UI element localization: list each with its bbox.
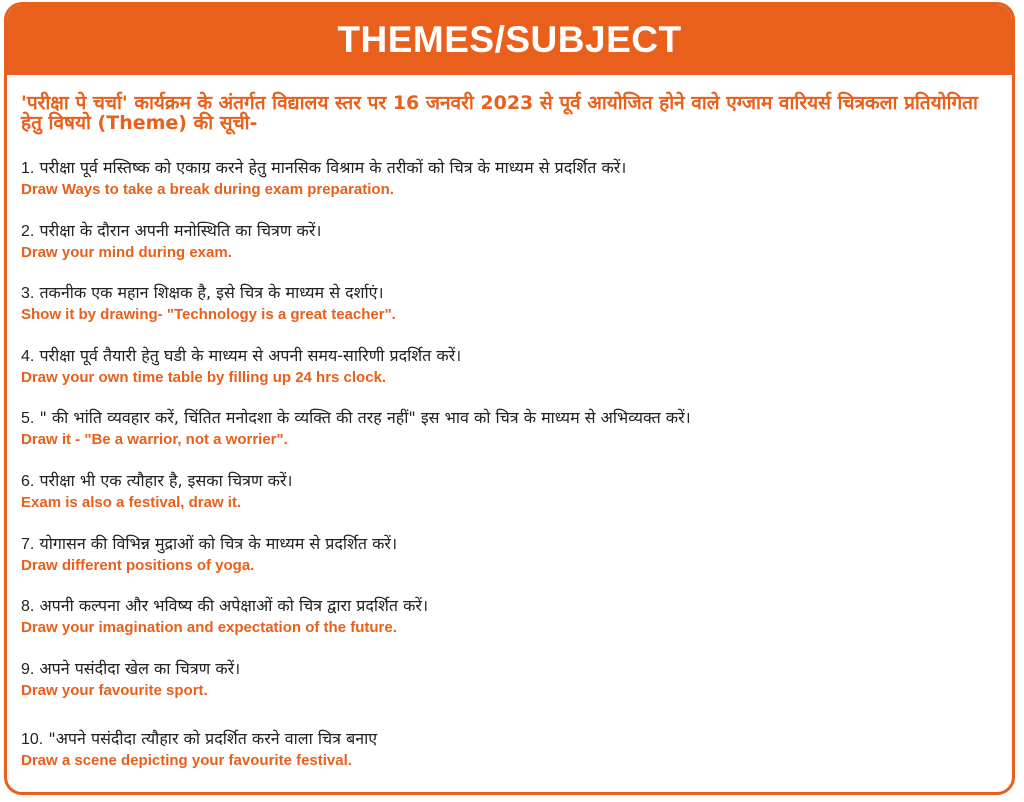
list-item [21, 470, 1006, 533]
item-number: 8. [21, 598, 35, 616]
item-hindi-text: परीक्षा पूर्व मस्तिष्क को एकाग्र करने हेतु मानसिक विश्राम के तरीकों को चित्र के माध्यम से प्रदर्शित करें। [39, 158, 627, 177]
list-item [21, 345, 1006, 408]
list-item [21, 658, 1006, 721]
item-hindi-line [21, 345, 1006, 368]
item-hindi-line [21, 282, 1006, 305]
item-hindi-text: " की भांति व्यवहार करें, चिंतित मनोदशा के व्यक्ति की तरह नहीं" इस भाव को चित्र के माध्यम से अभिव्यक्त करें। [39, 408, 691, 428]
item-english-text: Draw your favourite sport. [21, 681, 208, 699]
item-hindi-line [21, 533, 1006, 556]
item-hindi-line [21, 728, 1006, 751]
list-item [21, 407, 1006, 470]
item-english-text: Show it by drawing- "Technology is a great teacher". [21, 306, 396, 324]
item-hindi-text: "अपने पसंदीदा त्यौहार को प्रदर्शित करने वाला चित्र बनाए [48, 729, 378, 749]
item-hindi-line [21, 658, 1006, 681]
intro-text: 'परीक्षा पे चर्चा' कार्यक्रम के अंतर्गत विद्यालय स्तर पर 16 जनवरी 2023 से पूर्व आयोजित होने वाले एग्जाम वारियर्स चित्रकला प्रतियोगिता हेतु विषयो (Theme) की सूची- [21, 92, 978, 134]
item-english-text: Draw it - "Be a warrior, not a worrier". [21, 431, 288, 449]
item-number: 2. [21, 222, 35, 240]
item-hindi-line [21, 470, 1006, 493]
header-banner [7, 5, 1012, 75]
item-number: 10. [21, 731, 44, 749]
item-hindi-text: योगासन की विभिन्न मुद्राओं को चित्र के माध्यम से प्रदर्शित करें। [39, 533, 398, 553]
item-hindi-text: अपनी कल्पना और भविष्य की अपेक्षाओं को चित्र द्वारा प्रदर्शित करें। [39, 596, 429, 616]
page-title: THEMES/SUBJECT [337, 19, 682, 60]
item-hindi-line [21, 407, 1006, 430]
list-item [21, 157, 1006, 220]
item-hindi-text: परीक्षा के दौरान अपनी मनोस्थिति का चित्रण करें। [39, 220, 322, 240]
list-item [21, 220, 1006, 283]
item-english-text: Draw your own time table by filling up 24 hrs clock. [21, 368, 387, 386]
item-number: 6. [21, 472, 35, 490]
item-english-text: Draw Ways to take a break during exam preparation. [21, 181, 394, 198]
item-number: 9. [21, 660, 35, 678]
item-number: 1. [21, 160, 35, 177]
item-number: 4. [21, 347, 35, 365]
themes-list [21, 157, 1006, 791]
list-item [21, 595, 1006, 658]
themes-panel [4, 2, 1015, 795]
list-item [21, 728, 1006, 791]
item-hindi-line [21, 595, 1006, 618]
item-hindi-text: परीक्षा भी एक त्यौहार है, इसका चित्रण करें। [39, 470, 293, 490]
item-hindi-text: अपने पसंदीदा खेल का चित्रण करें। [39, 658, 241, 678]
item-number: 3. [21, 285, 35, 303]
list-item [21, 533, 1006, 596]
item-hindi-text: परीक्षा पूर्व तैयारी हेतु घडी के माध्यम से अपनी समय-सारिणी प्रदर्शित करें। [39, 345, 462, 365]
item-english-text: Draw a scene depicting your favourite festival. [21, 752, 352, 770]
item-english-text: Draw your mind during exam. [21, 243, 232, 261]
item-hindi-line [21, 220, 1006, 243]
item-english-text: Draw different positions of yoga. [21, 556, 255, 574]
item-hindi-line [21, 157, 1006, 180]
item-english-text: Draw your imagination and expectation of the future. [21, 619, 397, 637]
item-english-text: Exam is also a festival, draw it. [21, 493, 242, 511]
list-item [21, 282, 1006, 345]
item-number: 5. [21, 410, 35, 428]
item-number: 7. [21, 535, 35, 553]
item-hindi-text: तकनीक एक महान शिक्षक है, इसे चित्र के माध्यम से दर्शाएं। [39, 283, 384, 303]
